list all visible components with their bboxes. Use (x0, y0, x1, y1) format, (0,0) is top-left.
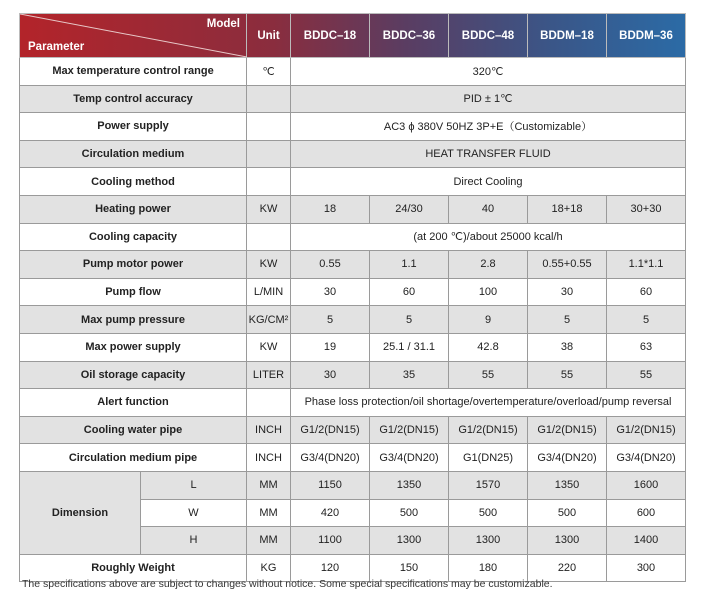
value-cell: 24/30 (370, 195, 449, 223)
unit-cell: ℃ (247, 58, 291, 86)
value-cell: 220 (528, 554, 607, 582)
parameter-cell: Oil storage capacity (20, 361, 247, 389)
value-cell: 60 (607, 278, 686, 306)
unit-cell: INCH (247, 416, 291, 444)
value-cell: (at 200 ℃)/about 25000 kcal/h (291, 223, 686, 251)
parameter-cell: Roughly Weight (20, 554, 247, 582)
parameter-cell: Pump flow (20, 278, 247, 306)
unit-cell (247, 389, 291, 417)
value-cell: 180 (449, 554, 528, 582)
value-cell: 18+18 (528, 195, 607, 223)
table-row (20, 140, 686, 168)
value-cell: 320℃ (291, 58, 686, 86)
parameter-cell: Max pump pressure (20, 306, 247, 334)
parameter-cell: Circulation medium (20, 140, 247, 168)
value-cell: 18 (291, 195, 370, 223)
dimension-sub-cell: H (141, 527, 247, 555)
table-row (20, 251, 686, 279)
table-row (20, 278, 686, 306)
value-cell: 1.1*1.1 (607, 251, 686, 279)
value-cell: Phase loss protection/oil shortage/overtemperature/overload/pump reversal (291, 389, 686, 417)
parameter-cell: Cooling method (20, 168, 247, 196)
value-cell: G1/2(DN15) (528, 416, 607, 444)
unit-cell (247, 168, 291, 196)
value-cell: G3/4(DN20) (528, 444, 607, 472)
value-cell: 40 (449, 195, 528, 223)
table-row (20, 113, 686, 141)
table-row (20, 223, 686, 251)
table-row (20, 333, 686, 361)
corner-cell (20, 14, 247, 58)
dimension-sub-cell: W (141, 499, 247, 527)
unit-cell: KW (247, 333, 291, 361)
value-cell: 5 (291, 306, 370, 334)
unit-cell: KW (247, 195, 291, 223)
value-cell: 2.8 (449, 251, 528, 279)
header-row (20, 14, 686, 58)
unit-cell (247, 223, 291, 251)
value-cell: 1300 (528, 527, 607, 555)
value-cell: Direct Cooling (291, 168, 686, 196)
dimension-sub-cell: L (141, 471, 247, 499)
table-row (20, 168, 686, 196)
model-header: BDDC–48 (449, 14, 528, 58)
dimension-label-cell: Dimension (20, 471, 141, 554)
table-row (20, 58, 686, 86)
value-cell: 500 (528, 499, 607, 527)
value-cell: 19 (291, 333, 370, 361)
table-row (20, 85, 686, 113)
value-cell: 5 (607, 306, 686, 334)
value-cell: 1600 (607, 471, 686, 499)
unit-cell: KW (247, 251, 291, 279)
value-cell: G1/2(DN15) (291, 416, 370, 444)
unit-cell: LITER (247, 361, 291, 389)
table-row (20, 471, 686, 499)
value-cell: 1400 (607, 527, 686, 555)
table-row (20, 416, 686, 444)
parameter-cell: Temp control accuracy (20, 85, 247, 113)
value-cell: 1100 (291, 527, 370, 555)
value-cell: 100 (449, 278, 528, 306)
value-cell: 25.1 / 31.1 (370, 333, 449, 361)
value-cell: 30 (291, 278, 370, 306)
unit-cell: KG/CM² (247, 306, 291, 334)
value-cell: 120 (291, 554, 370, 582)
value-cell: HEAT TRANSFER FLUID (291, 140, 686, 168)
value-cell: 30 (291, 361, 370, 389)
value-cell: 0.55 (291, 251, 370, 279)
value-cell: G1(DN25) (449, 444, 528, 472)
value-cell: 5 (370, 306, 449, 334)
unit-cell: MM (247, 499, 291, 527)
value-cell: G3/4(DN20) (607, 444, 686, 472)
value-cell: 55 (607, 361, 686, 389)
unit-cell (247, 113, 291, 141)
value-cell: 150 (370, 554, 449, 582)
unit-cell (247, 85, 291, 113)
parameter-cell: Max power supply (20, 333, 247, 361)
value-cell: G1/2(DN15) (607, 416, 686, 444)
parameter-cell: Cooling capacity (20, 223, 247, 251)
value-cell: 63 (607, 333, 686, 361)
value-cell: G1/2(DN15) (449, 416, 528, 444)
model-header: BDDC–36 (370, 14, 449, 58)
value-cell: 1.1 (370, 251, 449, 279)
unit-cell: KG (247, 554, 291, 582)
parameter-label: Parameter (28, 41, 85, 53)
unit-cell: INCH (247, 444, 291, 472)
model-label: Model (206, 18, 240, 30)
value-cell: 0.55+0.55 (528, 251, 607, 279)
value-cell: 35 (370, 361, 449, 389)
value-cell: 1150 (291, 471, 370, 499)
parameter-cell: Power supply (20, 113, 247, 141)
value-cell: 500 (370, 499, 449, 527)
value-cell: 55 (528, 361, 607, 389)
value-cell: 300 (607, 554, 686, 582)
value-cell: 9 (449, 306, 528, 334)
value-cell: 600 (607, 499, 686, 527)
parameter-cell: Alert function (20, 389, 247, 417)
value-cell: AC3 ϕ 380V 50HZ 3P+E（Customizable） (291, 113, 686, 141)
parameter-cell: Heating power (20, 195, 247, 223)
parameter-cell: Circulation medium pipe (20, 444, 247, 472)
table-row (20, 306, 686, 334)
value-cell: 30 (528, 278, 607, 306)
value-cell: 1350 (528, 471, 607, 499)
table-row (20, 389, 686, 417)
model-header: BDDC–18 (291, 14, 370, 58)
parameter-cell: Cooling water pipe (20, 416, 247, 444)
value-cell: 55 (449, 361, 528, 389)
value-cell: 500 (449, 499, 528, 527)
value-cell: 1300 (449, 527, 528, 555)
unit-cell (247, 140, 291, 168)
value-cell: 60 (370, 278, 449, 306)
unit-cell: MM (247, 527, 291, 555)
value-cell: 38 (528, 333, 607, 361)
table-row (20, 195, 686, 223)
table-row (20, 444, 686, 472)
value-cell: 1300 (370, 527, 449, 555)
value-cell: G3/4(DN20) (291, 444, 370, 472)
value-cell: 42.8 (449, 333, 528, 361)
value-cell: G1/2(DN15) (370, 416, 449, 444)
unit-cell: MM (247, 471, 291, 499)
value-cell: PID ± 1℃ (291, 85, 686, 113)
model-header: BDDM–36 (607, 14, 686, 58)
footnote: The specifications above are subject to changes without notice. Some special specifications may be customizable. (22, 578, 553, 590)
model-header: BDDM–18 (528, 14, 607, 58)
table-row (20, 361, 686, 389)
unit-cell: L/MIN (247, 278, 291, 306)
unit-header: Unit (247, 14, 291, 58)
value-cell: 1570 (449, 471, 528, 499)
value-cell: 5 (528, 306, 607, 334)
value-cell: 420 (291, 499, 370, 527)
value-cell: G3/4(DN20) (370, 444, 449, 472)
parameter-cell: Max temperature control range (20, 58, 247, 86)
value-cell: 30+30 (607, 195, 686, 223)
spec-table (19, 13, 686, 582)
value-cell: 1350 (370, 471, 449, 499)
parameter-cell: Pump motor power (20, 251, 247, 279)
